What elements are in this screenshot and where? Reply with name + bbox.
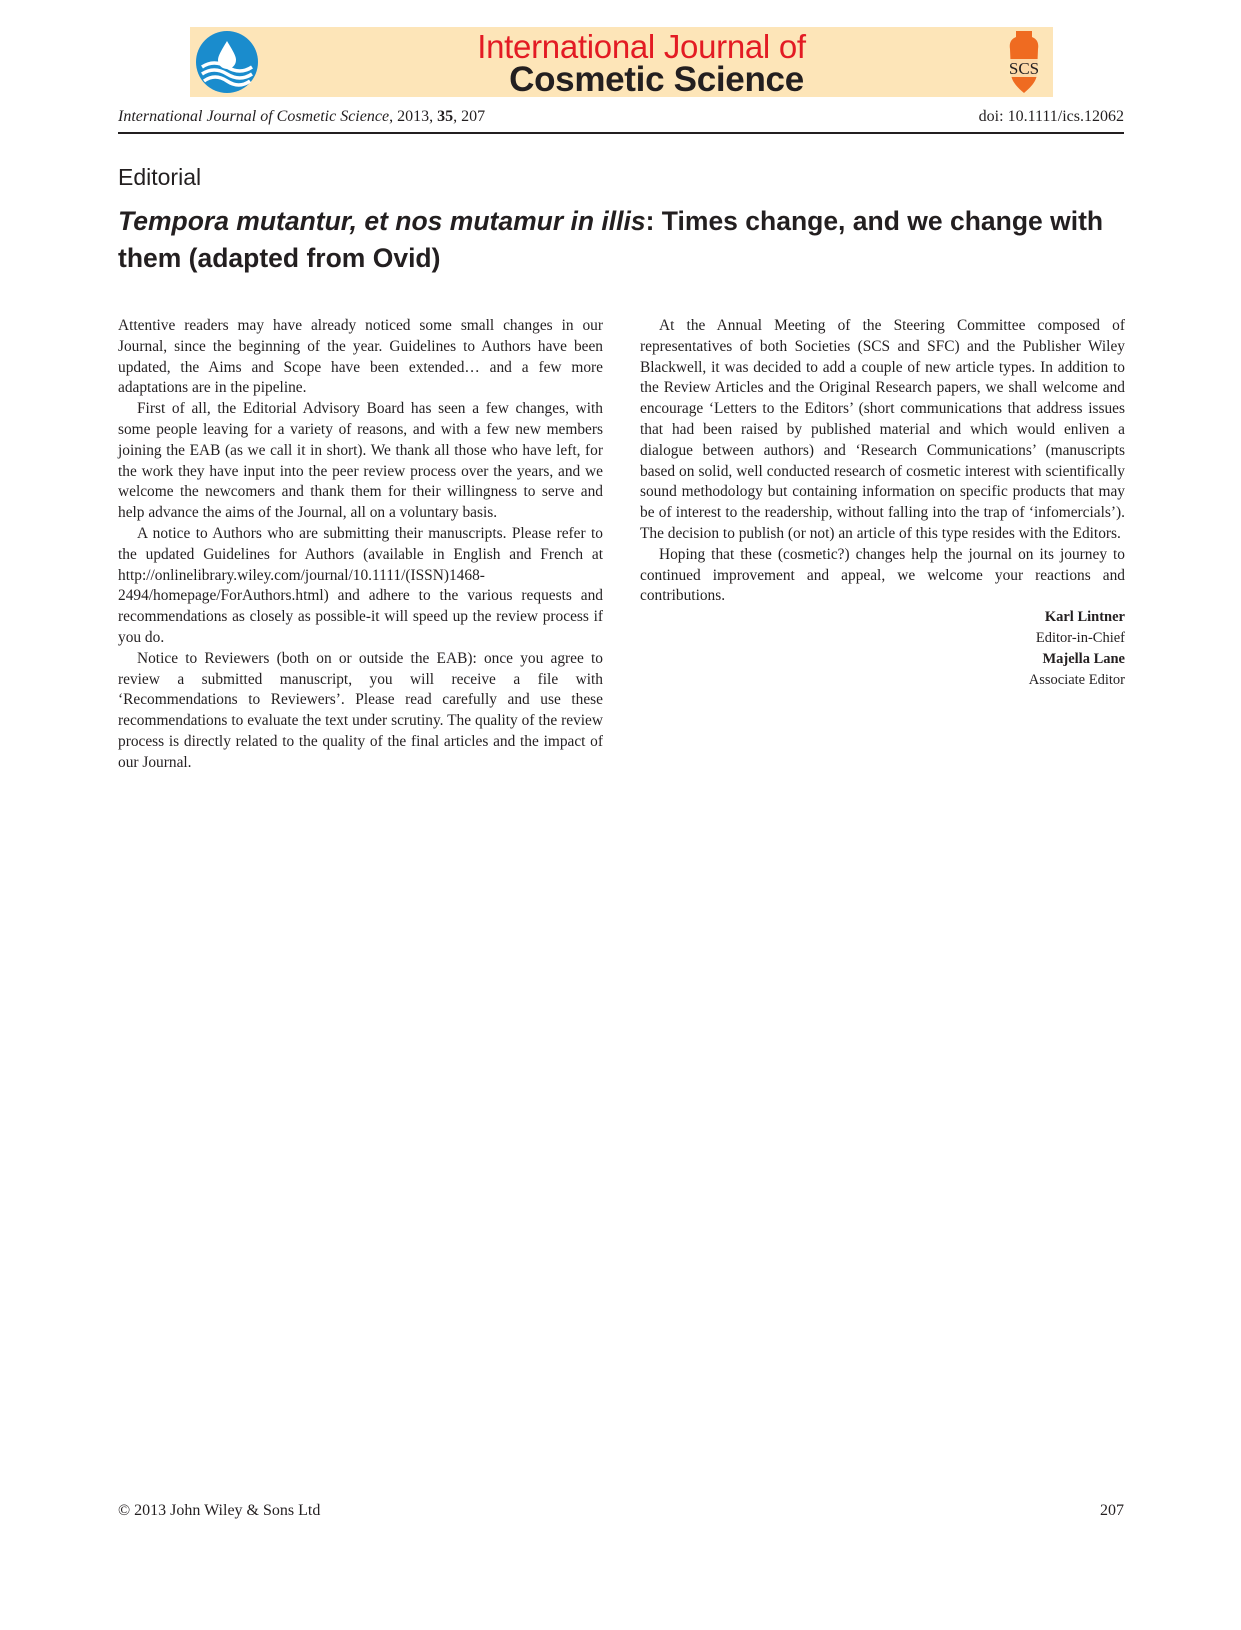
journal-name: International Journal of Cosmetic Science bbox=[118, 108, 390, 125]
page-ref: 207 bbox=[461, 108, 486, 125]
doi: doi: 10.1111/ics.12062 bbox=[978, 108, 1124, 125]
copyright: © 2013 John Wiley & Sons Ltd bbox=[118, 1502, 321, 1519]
signature-name: Majella Lane bbox=[1042, 650, 1125, 667]
signature-block bbox=[640, 607, 1125, 690]
journal-banner bbox=[190, 27, 1053, 97]
title-latin: Tempora mutantur, et nos mutamur in illis bbox=[118, 206, 646, 236]
journal-title-line2: Cosmetic Science bbox=[509, 60, 804, 99]
body-column-right bbox=[640, 316, 1125, 690]
signature-role: Editor-in-Chief bbox=[1035, 629, 1125, 646]
volume: 35 bbox=[437, 108, 454, 125]
page-footer bbox=[118, 1502, 1124, 1520]
citation: International Journal of Cosmetic Science, 2013, 35, 207 bbox=[118, 108, 486, 125]
paragraph: Notice to Reviewers (both on or outside the EAB): once you agree to review a submitted manuscript, you will receive a file with ‘Recommendations to Reviewers’. Please read carefully and use these recommendations to evaluate the text under scrutiny. The quality of the review process is directly related to the quality of the final articles and the impact of our Journal. bbox=[118, 649, 603, 771]
article-title bbox=[118, 203, 1128, 277]
body-column-left bbox=[118, 316, 603, 774]
title-english: : Times change, and we change with them (adapted from Ovid) bbox=[118, 206, 1104, 273]
page-number: 207 bbox=[1100, 1502, 1124, 1519]
journal-title-line1: International Journal of bbox=[477, 28, 806, 65]
signature-name: Karl Lintner bbox=[1044, 609, 1125, 626]
scs-logo-text: SCS bbox=[1008, 59, 1040, 78]
signature-role: Associate Editor bbox=[1028, 671, 1125, 688]
paragraph: At the Annual Meeting of the Steering Committee composed of representatives of both Societies (SCS and SFC) and the Publisher Wiley Blackwell, it was decided to add a couple of new article types. In addition to the Review Articles and the Original Research papers, we shall welcome and encourage ‘Letters to the Editors’ (short communications that address issues that had been raised by published material and which would enliven a dialogue between authors) and ‘Research Communications’ (manuscripts based on solid, well conducted research of cosmetic interest with scientifically sound methodology but containing information on specific products that may be of interest to the readership, without falling into the trap of ‘infomercials’). The decision to publish (or not) an article of this type resides with the Editors. bbox=[640, 317, 1125, 542]
journal-title bbox=[190, 27, 1053, 97]
paragraph: A notice to Authors who are submitting their manuscripts. Please refer to the updated Guidelines for Authors (available in English and French at http://onlinelibrary.wiley.com/journal/10.1111/(ISSN)1468-2494/homepage/ForAuthors.html) and adhere to the various requests and recommendations as closely as possible-it will speed up the review process if you do. bbox=[118, 524, 603, 646]
paragraph: Attentive readers may have already noticed some small changes in our Journal, since the beginning of the year. Guidelines to Authors have been updated, the Aims and Scope have been extended… and a few more adaptations are in the pipeline. bbox=[118, 317, 603, 397]
section-label: Editorial bbox=[118, 164, 202, 190]
year: 2013 bbox=[397, 108, 430, 125]
paragraph: Hoping that these (cosmetic?) changes help the journal on its journey to continued improvement and appeal, we welcome your reactions and contributions. bbox=[640, 545, 1125, 605]
paragraph: First of all, the Editorial Advisory Board has seen a few changes, with some people leaving for a variety of reasons, and with a few new members joining the EAB (as we call it in short). We thank all those who have left, for the work they have input into the peer review process over the years, and we welcome the newcomers and thank them for their willingness to serve and help advance the aims of the Journal, all on a voluntary basis. bbox=[118, 400, 603, 522]
scs-vase-logo-icon bbox=[999, 29, 1049, 95]
running-head bbox=[118, 108, 1124, 134]
